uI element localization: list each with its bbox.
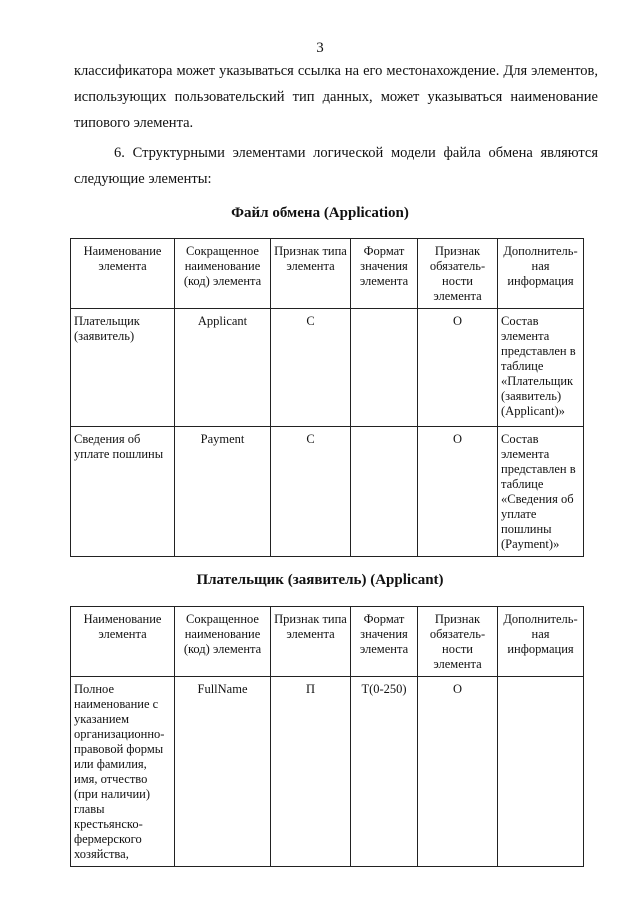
header-short-name: Сокращенное наименование (код) элемента (175, 607, 271, 677)
header-type: Признак типа элемента (271, 607, 351, 677)
cell-format: Т(0-250) (351, 677, 418, 867)
table2-header-row (71, 607, 584, 677)
table1-title: Файл обмена (Application) (231, 205, 409, 221)
header-mandatory: Признак обязатель- ности элемента (418, 607, 498, 677)
table-row (71, 309, 584, 427)
cell-type: С (271, 309, 351, 427)
cell-short-name: Applicant (175, 309, 271, 427)
intro-paragraph-2: 6. Структурными элементами логической модели файла обмена являются следующие элементы: (74, 145, 598, 187)
cell-type: С (271, 427, 351, 557)
cell-element-name: Полное наименование с указанием организационно-правовой формы или фамилия, имя, отчество (при наличии) главы крестьянско-фермерского хозяйства, (71, 677, 175, 867)
cell-element-name: Сведения об уплате пошлины (71, 427, 175, 557)
cell-mandatory: О (418, 309, 498, 427)
cell-format (351, 427, 418, 557)
cell-short-name: FullName (175, 677, 271, 867)
table1-header-row (71, 239, 584, 309)
page-number: 3 (316, 40, 324, 56)
table-row (71, 427, 584, 557)
intro-text (74, 58, 598, 192)
cell-format (351, 309, 418, 427)
header-format: Формат значения элемента (351, 607, 418, 677)
cell-type: П (271, 677, 351, 867)
cell-additional-info: Состав элемента представлен в таблице «Сведения об уплате пошлины (Payment)» (498, 427, 584, 557)
cell-mandatory: О (418, 427, 498, 557)
header-type: Признак типа элемента (271, 239, 351, 309)
header-element-name: Наименование элемента (71, 239, 175, 309)
header-short-name: Сокращенное наименование (код) элемента (175, 239, 271, 309)
cell-mandatory: О (418, 677, 498, 867)
cell-additional-info: Состав элемента представлен в таблице «Плательщик (заявитель) (Applicant)» (498, 309, 584, 427)
table-application (70, 238, 584, 557)
header-format: Формат значения элемента (351, 239, 418, 309)
header-additional-info: Дополнитель- ная информация (498, 239, 584, 309)
table-row (71, 677, 584, 867)
header-mandatory: Признак обязатель- ности элемента (418, 239, 498, 309)
cell-short-name: Payment (175, 427, 271, 557)
table2-title: Плательщик (заявитель) (Applicant) (196, 572, 444, 588)
cell-additional-info (498, 677, 584, 867)
header-element-name: Наименование элемента (71, 607, 175, 677)
cell-element-name: Плательщик (заявитель) (71, 309, 175, 427)
header-additional-info: Дополнитель- ная информация (498, 607, 584, 677)
table-applicant (70, 606, 584, 867)
intro-paragraph-1: классификатора может указываться ссылка на его местонахождение. Для элементов, использующих пользовательский тип данных, может указываться наименование типового элемента. (74, 63, 598, 131)
